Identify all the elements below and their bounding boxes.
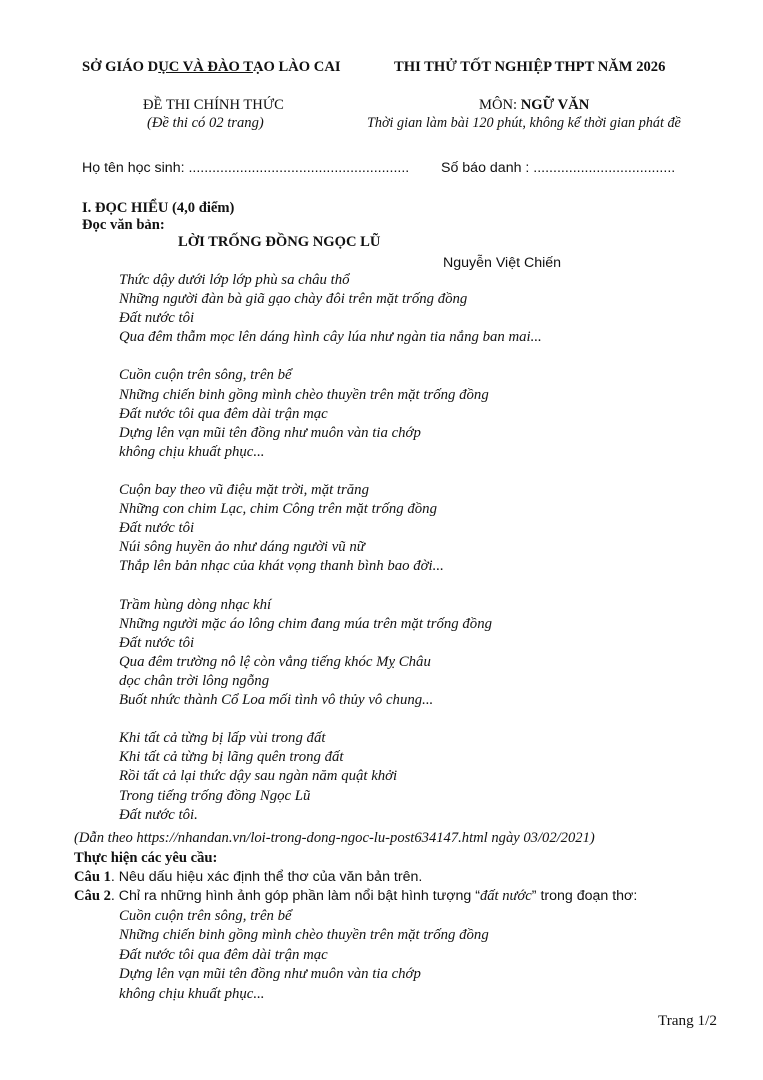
question-2: Câu 2. Chỉ ra những hình ảnh góp phần làm nổi bật hình tượng “đất nước” trong đoạn thơ: [74,888,638,904]
excerpt-line: Cuồn cuộn trên sông, trên bể [119,908,292,924]
source-citation: (Dẫn theo https://nhandan.vn/loi-trong-dong-ngoc-lu-post634147.html ngày 03/02/2021) [74,830,595,846]
department-name: SỞ GIÁO DỤC VÀ ĐÀO TẠO LÀO CAI [82,59,341,75]
pages-note: (Đề thi có 02 trang) [147,115,264,131]
poem-line: Trong tiếng trống đồng Ngọc Lũ [119,787,311,804]
poem-line: Đất nước tôi [119,634,195,651]
poem-line: Những con chim Lạc, chim Công trên mặt trống đồng [119,501,437,518]
poem-line: Buốt nhức thành Cổ Loa mối tình vô thủy vô chung... [119,692,434,709]
poem-line: Qua đêm thẫm mọc lên dáng hình cây lúa như ngàn tia nắng ban mai... [119,329,542,346]
poem-line: Đất nước tôi [119,520,195,537]
student-id-field: Số báo danh : .................................... [441,160,676,176]
poem-line: Qua đêm trường nô lệ còn vẳng tiếng khóc Mỵ Châu [119,653,431,670]
poem-line: Đất nước tôi qua đêm dài trận mạc [119,405,328,422]
poem-line: Những người mặc áo lông chim đang múa trên mặt trống đồng [119,615,492,632]
poem-line: Khi tất cả từng bị lãng quên trong đất [119,749,344,766]
excerpt-line: Những chiến binh gồng mình chèo thuyền trên mặt trống đồng [119,927,489,944]
exam-title: THI THỬ TỐT NGHIỆP THPT NĂM 2026 [394,59,666,75]
tasks-label: Thực hiện các yêu cầu: [74,850,218,866]
excerpt-line: Dựng lên vạn mũi tên đồng như muôn vàn tia chớp [119,966,421,983]
question-1: Câu 1. Nêu dấu hiệu xác định thể thơ của văn bản trên. [74,869,423,885]
poem-author: Nguyễn Việt Chiến [443,255,562,271]
poem-line: dọc chân trời lông ngỗng [119,672,270,689]
poem-body [119,271,542,825]
poem-line: Những người đàn bà giã gạo chày đôi trên mặt trống đồng [119,291,468,308]
poem-line: Cuồn cuộn trên sông, trên bể [119,367,292,384]
poem-line: Thức dậy dưới lớp lớp phù sa châu thổ [119,272,350,288]
poem-line: Núi sông huyền ảo như dáng người vũ nữ [119,539,365,556]
poem-line: không chịu khuất phục... [119,443,265,460]
excerpt-line: Đất nước tôi qua đêm dài trận mạc [119,946,328,963]
question-2-excerpt [119,907,489,1004]
poem-line: Khi tất cả từng bị lấp vùi trong đất [119,730,326,747]
poem-line: Cuộn bay theo vũ điệu mặt trời, mặt trăng [119,482,369,499]
poem-line: Thắp lên bản nhạc của khát vọng thanh bình bao đời... [119,558,444,575]
excerpt-line: không chịu khuất phục... [119,985,265,1002]
time-note: Thời gian làm bài 120 phút, không kể thời gian phát đề [367,115,681,131]
official-label: ĐỀ THI CHÍNH THỨC [143,97,284,113]
poem-line: Rồi tất cả lại thức dậy sau ngàn năm quật khởi [119,768,398,785]
student-name-field: Họ tên học sinh: ........................................................ [82,160,410,176]
poem-title: LỜI TRỐNG ĐỒNG NGỌC LŨ [178,234,381,250]
poem-line: Dựng lên vạn mũi tên đồng như muôn vàn tia chớp [119,424,421,441]
poem-line: Đất nước tôi. [119,806,198,823]
poem-line: Trầm hùng dòng nhạc khí [119,596,272,613]
read-label: Đọc văn bản: [82,217,165,233]
poem-line: Những chiến binh gồng mình chèo thuyền trên mặt trống đồng [119,386,489,403]
section-title: I. ĐỌC HIỂU (4,0 điểm) [82,200,235,216]
page-number: Trang 1/2 [658,1012,717,1029]
poem-line: Đất nước tôi [119,310,195,327]
subject: MÔN: NGỮ VĂN [479,97,590,113]
